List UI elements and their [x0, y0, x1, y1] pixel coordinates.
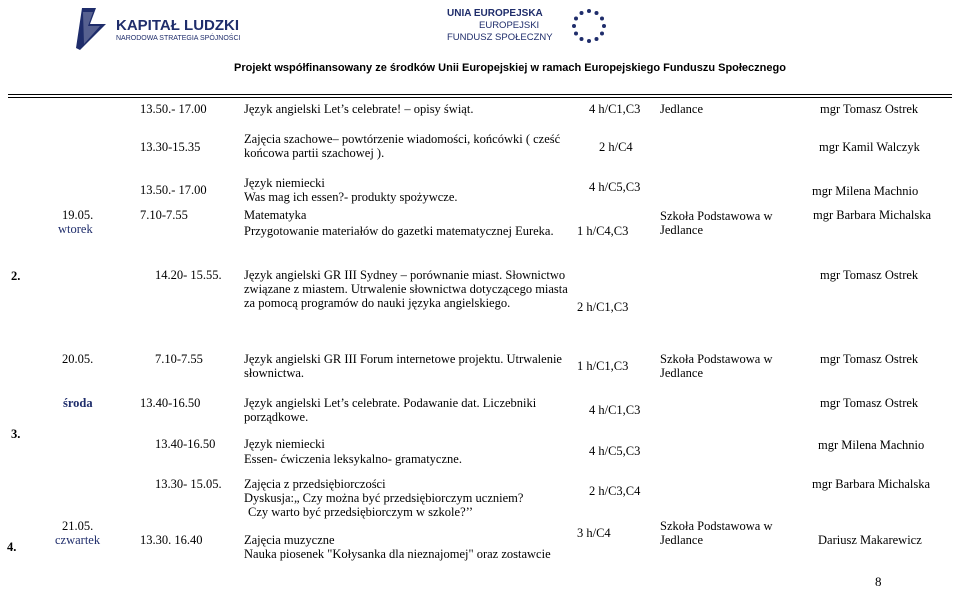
teacher-cell: Dariusz Makarewicz: [818, 533, 922, 547]
subject-cell: Język niemiecki: [244, 437, 325, 451]
subject-cell: związane z miastem. Utrwalenie słownictwa dotyczącego miasta: [244, 282, 568, 296]
place-cell: Szkoła Podstawowa w: [660, 209, 773, 223]
subject-cell: Zajęcia szachowe– powtórzenie wiadomości, końcówki ( cześć: [244, 132, 561, 146]
subject-cell: Essen- ćwiczenia leksykalno- gramatyczne.: [244, 452, 462, 466]
teacher-cell: mgr Milena Machnio: [818, 438, 925, 452]
project-line: Projekt współfinansowany ze środków Unii Europejskiej w ramach Europejskiego Funduszu Społecznego: [234, 62, 786, 74]
subject-cell: Język angielski GR III Sydney – porównanie miast. Słownictwo: [244, 268, 566, 282]
hours-cell: 1 h/C4,C3: [577, 224, 629, 238]
place-cell: Szkoła Podstawowa w: [660, 519, 773, 533]
subject-cell: za pomocą programów do nauki języka angielskiego.: [244, 296, 511, 310]
teacher-cell: mgr Barbara Michalska: [812, 477, 931, 491]
table-top-border: [8, 94, 952, 95]
hours-cell: 4 h/C5,C3: [589, 180, 641, 194]
eu-line1: UNIA EUROPEJSKA: [447, 8, 543, 19]
subject-cell: Dyskusja:„ Czy można być przedsiębiorczym uczniem?: [244, 491, 524, 505]
time-cell: 13.40-16.50: [140, 396, 201, 410]
day-cell: wtorek: [58, 222, 93, 236]
place-cell: Szkoła Podstawowa w: [660, 352, 773, 366]
kl-subtitle: NARODOWA STRATEGIA SPÓJNOŚCI: [116, 35, 241, 42]
hours-cell: 4 h/C5,C3: [589, 444, 641, 458]
hours-cell: 1 h/C1,C3: [577, 359, 629, 373]
row-number: 2.: [11, 269, 21, 283]
time-cell: 13.50.- 17.00: [140, 183, 207, 197]
hours-cell: 2 h/C3,C4: [589, 484, 641, 498]
hours-cell: 4 h/C1,C3: [589, 403, 641, 417]
place-cell: Jedlance: [660, 223, 704, 237]
teacher-cell: mgr Milena Machnio: [812, 184, 919, 198]
time-cell: 13.50.- 17.00: [140, 102, 207, 116]
subject-cell: Język niemiecki: [244, 176, 325, 190]
subject-cell: Nauka piosenek "Kołysanka dla nieznajomej" oraz zostawcie: [244, 547, 551, 561]
subject-cell: Język angielski GR III Forum internetowe projektu. Utrwalenie: [244, 352, 562, 366]
subject-cell: Zajęcia muzyczne: [244, 533, 335, 547]
teacher-cell: mgr Kamil Walczyk: [819, 140, 920, 154]
time-cell: 13.30-15.35: [140, 140, 201, 154]
time-cell: 13.30- 15.05.: [155, 477, 222, 491]
place-cell: Jedlance: [660, 366, 704, 380]
subject-cell: Was mag ich essen?- produkty spożywcze.: [244, 190, 458, 204]
teacher-cell: mgr Tomasz Ostrek: [820, 352, 919, 366]
teacher-cell: mgr Tomasz Ostrek: [820, 102, 919, 116]
subject-cell: Zajęcia z przedsiębiorczości: [244, 477, 386, 491]
teacher-cell: mgr Tomasz Ostrek: [820, 396, 919, 410]
subject-cell: porządkowe.: [244, 410, 309, 424]
page-number: 8: [875, 574, 882, 589]
date-cell: 19.05.: [62, 208, 94, 222]
subject-cell: końcowa partii szachowej ).: [244, 146, 385, 160]
date-cell: 20.05.: [62, 352, 94, 366]
hours-cell: 4 h/C1,C3: [589, 102, 641, 116]
eu-line3: FUNDUSZ SPOŁECZNY: [447, 32, 553, 43]
time-cell: 14.20- 15.55.: [155, 268, 222, 282]
day-cell: czwartek: [55, 533, 101, 547]
eu-line2: EUROPEJSKI: [479, 20, 540, 31]
teacher-cell: mgr Barbara Michalska: [813, 208, 932, 222]
subject-cell: Czy warto być przedsiębiorczym w szkole?’’: [248, 505, 474, 519]
table-top-border-inner: [8, 97, 952, 98]
hours-cell: 3 h/C4: [577, 526, 611, 540]
hours-cell: 2 h/C4: [599, 140, 633, 154]
date-cell: 21.05.: [62, 519, 94, 533]
subject-cell: Matematyka: [244, 208, 307, 222]
time-cell: 13.30. 16.40: [140, 533, 203, 547]
time-cell: 7.10-7.55: [155, 352, 203, 366]
teacher-cell: mgr Tomasz Ostrek: [820, 268, 919, 282]
subject-cell: Język angielski Let’s celebrate. Podawanie dat. Liczebniki: [244, 396, 537, 410]
place-cell: Jedlance: [660, 533, 704, 547]
subject-cell: Język angielski Let’s celebrate! – opisy świąt.: [244, 102, 474, 116]
eu-flag: [560, 6, 618, 46]
day-cell: środa: [63, 396, 93, 410]
subject-cell: słownictwa.: [244, 366, 305, 380]
row-number: 4.: [7, 540, 17, 554]
subject-cell: Przygotowanie materiałów do gazetki matematycznej Eureka.: [244, 224, 554, 238]
kl-title: KAPITAŁ LUDZKI: [116, 17, 240, 34]
kapital-ludzki-logo: [66, 4, 110, 52]
time-cell: 7.10-7.55: [140, 208, 188, 222]
hours-cell: 2 h/C1,C3: [577, 300, 629, 314]
time-cell: 13.40-16.50: [155, 437, 216, 451]
place-cell: Jedlance: [660, 102, 704, 116]
row-number: 3.: [11, 427, 21, 441]
